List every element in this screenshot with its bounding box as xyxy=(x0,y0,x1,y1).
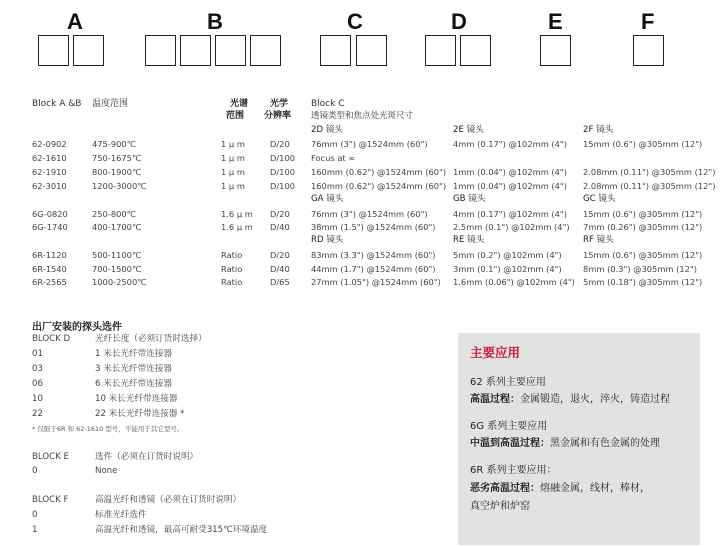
series-6r-label: 恶劣高温过程： xyxy=(470,483,540,494)
header-resolution-2: 分辨率 xyxy=(264,111,292,121)
series-62-heading: 62 系列主要应用 xyxy=(470,377,546,388)
code-box xyxy=(38,35,69,66)
spectral-cell: Ratio xyxy=(221,277,243,287)
series-6r-text-2: 真空炉和炉窑 xyxy=(470,501,530,512)
series-62-label: 高温过程： xyxy=(470,394,520,405)
option-text: 标准光纤选件 xyxy=(95,510,147,520)
spectral-cell: 1 μ m xyxy=(221,167,245,177)
option-text: 22 米长光纤带连接器 * xyxy=(95,409,185,419)
code-box xyxy=(320,35,351,66)
letter-f: F xyxy=(641,9,655,34)
spot-c1-cell: 27mm (1.05") @1524mm (60") xyxy=(311,277,441,287)
temp-cell: 250-800℃ xyxy=(92,209,136,219)
spot-c1-cell: 160mm (0.62") @1524mm (60") xyxy=(311,181,447,191)
lens-head-ga: GA 镜头 xyxy=(311,194,344,204)
spot-c1-cell: 38mm (1.5") @1524mm (60") xyxy=(311,222,436,232)
option-text: 3 米长光纤带连接器 xyxy=(95,364,172,374)
block-d-desc: 光纤长度（必须订货时选择） xyxy=(95,334,207,344)
code-box xyxy=(425,35,456,66)
resolution-cell: D/100 xyxy=(270,181,296,191)
block-d-label: BLOCK D xyxy=(32,334,71,344)
code-box xyxy=(356,35,387,66)
option-code: 03 xyxy=(32,364,43,374)
spectral-cell: 1.6 μ m xyxy=(221,222,253,232)
model-cell: 62-3010 xyxy=(32,181,67,191)
header-spectral-2: 范围 xyxy=(226,111,245,121)
spot-c3-cell: 15mm (0.6") @305mm (12") xyxy=(583,250,703,260)
code-box xyxy=(250,35,281,66)
resolution-cell: D/100 xyxy=(270,167,296,177)
resolution-cell: D/40 xyxy=(270,264,290,274)
header-resolution-1: 光学 xyxy=(270,99,289,109)
spot-c3-cell: 2.08mm (0.11") @305mm (12") xyxy=(583,181,716,191)
resolution-cell: D/65 xyxy=(270,277,290,287)
code-box xyxy=(633,35,664,66)
option-code: 10 xyxy=(32,394,43,404)
model-cell: 62-1910 xyxy=(32,167,67,177)
spot-c2-cell: 1mm (0.04") @102mm (4") xyxy=(453,167,567,177)
spot-c2-cell: 3mm (0.1") @102mm (4") xyxy=(453,264,562,274)
header-block-c-desc: 透镜类型和焦点处光斑尺寸 xyxy=(311,111,414,121)
temp-cell: 475-900℃ xyxy=(92,139,136,149)
options-title: 出厂安装的探头选件 xyxy=(32,322,122,333)
block-e-desc: 选件（必须在订货时说明） xyxy=(95,452,199,462)
lens-head-rd: RD 镜头 xyxy=(311,235,344,245)
series-62-desc xyxy=(470,390,670,405)
option-code: 06 xyxy=(32,379,43,389)
spot-c2-cell: 4mm (0.17") @102mm (4") xyxy=(453,209,567,219)
code-box xyxy=(215,35,246,66)
letter-b: B xyxy=(207,9,223,34)
code-box xyxy=(73,35,104,66)
letter-a: A xyxy=(67,9,83,34)
header-block-ab: Block A &B xyxy=(32,99,82,109)
option-text: None xyxy=(95,466,118,476)
resolution-cell: D/20 xyxy=(270,209,290,219)
series-62-text: 金属锻造，退火，淬火，铸造过程 xyxy=(520,394,670,405)
code-box xyxy=(460,35,491,66)
series-6g-desc xyxy=(470,434,660,449)
spectral-cell: 1 μ m xyxy=(221,181,245,191)
spot-c3-cell: 5mm (0.18") @305mm (12") xyxy=(583,277,703,287)
block-d-note: * 仅限于6R 和 62-1610 型号，不能用于其它型号。 xyxy=(32,425,184,433)
option-text: 高温光纤和透镜，最高可耐受315℃环境温度 xyxy=(95,525,268,535)
letter-c: C xyxy=(347,9,363,34)
code-box xyxy=(145,35,176,66)
letter-d: D xyxy=(451,9,467,34)
spot-c2-cell: 2.5mm (0.1") @102mm (4") xyxy=(453,222,570,232)
spot-c1-cell: 83mm (3.3") @1524mm (60") xyxy=(311,250,436,260)
lens-head-gb: GB 镜头 xyxy=(453,194,486,204)
spot-c3-cell: 15mm (0.6") @305mm (12") xyxy=(583,139,703,149)
resolution-cell: D/20 xyxy=(270,139,290,149)
option-code: 01 xyxy=(32,349,43,359)
model-cell: 62-1610 xyxy=(32,153,67,163)
model-cell: 6R-1120 xyxy=(32,250,67,260)
lens-head-re: RE 镜头 xyxy=(453,235,485,245)
spectral-cell: Ratio xyxy=(221,264,243,274)
option-code: 22 xyxy=(32,409,43,419)
model-cell: 6G-0820 xyxy=(32,209,68,219)
model-cell: 6R-1540 xyxy=(32,264,67,274)
code-box xyxy=(540,35,571,66)
spot-c2-cell: 4mm (0.17") @102mm (4") xyxy=(453,139,567,149)
spot-c1-cell: 76mm (3") @1524mm (60") xyxy=(311,139,428,149)
spot-c3-cell: 2.08mm (0.11") @305mm (12") xyxy=(583,167,716,177)
lens-head-2e: 2E 镜头 xyxy=(453,125,484,135)
spot-c2-cell: 5mm (0.2") @102mm (4") xyxy=(453,250,562,260)
header-block-c: Block C xyxy=(311,99,345,109)
lens-head-gc: GC 镜头 xyxy=(583,194,616,204)
model-cell: 6R-2565 xyxy=(32,277,67,287)
header-temp-range: 温度范围 xyxy=(92,99,129,109)
code-box xyxy=(180,35,211,66)
spot-c3-cell: 8mm (0.3") @305mm (12") xyxy=(583,264,697,274)
spot-c1-cell: 44mm (1.7") @1524mm (60") xyxy=(311,264,436,274)
block-f-label: BLOCK F xyxy=(32,495,69,505)
option-text: 1 米长光纤带连接器 xyxy=(95,349,172,359)
letter-e: E xyxy=(548,9,563,34)
resolution-cell: D/100 xyxy=(270,153,296,163)
series-6g-heading: 6G 系列主要应用 xyxy=(470,421,548,432)
spectral-cell: Ratio xyxy=(221,250,243,260)
model-cell: 62-0902 xyxy=(32,139,67,149)
temp-cell: 400-1700℃ xyxy=(92,222,142,232)
resolution-cell: D/40 xyxy=(270,222,290,232)
series-6r-desc xyxy=(470,479,650,494)
spot-c1-cell: Focus at ∞ xyxy=(311,153,356,163)
temp-cell: 750-1675℃ xyxy=(92,153,142,163)
temp-cell: 1000-2500℃ xyxy=(92,277,147,287)
option-text: 6 米长光纤带连接器 xyxy=(95,379,172,389)
series-6g-label: 中温到高温过程： xyxy=(470,438,550,449)
spot-c1-cell: 160mm (0.62") @1524mm (60") xyxy=(311,167,447,177)
spectral-cell: 1.6 μ m xyxy=(221,209,253,219)
option-text: 10 米长光纤带连接器 xyxy=(95,394,178,404)
spot-c2-cell: 1mm (0.04") @102mm (4") xyxy=(453,181,567,191)
model-cell: 6G-1740 xyxy=(32,222,68,232)
applications-title: 主要应用 xyxy=(470,345,521,360)
spectral-cell: 1 μ m xyxy=(221,139,245,149)
block-f-desc: 高温光纤和透镜（必须在订货时说明） xyxy=(95,495,242,505)
temp-cell: 700-1500℃ xyxy=(92,264,142,274)
series-6r-text: 熔融金属，线材，棒材， xyxy=(540,483,650,494)
option-code: 1 xyxy=(32,525,38,535)
temp-cell: 1200-3000℃ xyxy=(92,181,147,191)
spot-c1-cell: 76mm (3") @1524mm (60") xyxy=(311,209,428,219)
lens-head-rf: RF 镜头 xyxy=(583,235,614,245)
block-e-label: BLOCK E xyxy=(32,452,69,462)
option-code: 0 xyxy=(32,510,38,520)
option-code: 0 xyxy=(32,466,38,476)
series-6g-text: 黑金属和有色金属的处理 xyxy=(550,438,660,449)
lens-head-2d: 2D 镜头 xyxy=(311,125,344,135)
header-spectral-1: 光谱 xyxy=(230,99,249,109)
spot-c3-cell: 15mm (0.6") @305mm (12") xyxy=(583,209,703,219)
resolution-cell: D/20 xyxy=(270,250,290,260)
applications-panel xyxy=(458,333,700,545)
series-6r-heading: 6R 系列主要应用： xyxy=(470,465,557,476)
spectral-cell: 1 μ m xyxy=(221,153,245,163)
spot-c2-cell: 1.6mm (0.06") @102mm (4") xyxy=(453,277,575,287)
temp-cell: 800-1900℃ xyxy=(92,167,142,177)
lens-head-2f: 2F 镜头 xyxy=(583,125,614,135)
spot-c3-cell: 7mm (0.26") @305mm (12") xyxy=(583,222,703,232)
temp-cell: 500-1100℃ xyxy=(92,250,142,260)
